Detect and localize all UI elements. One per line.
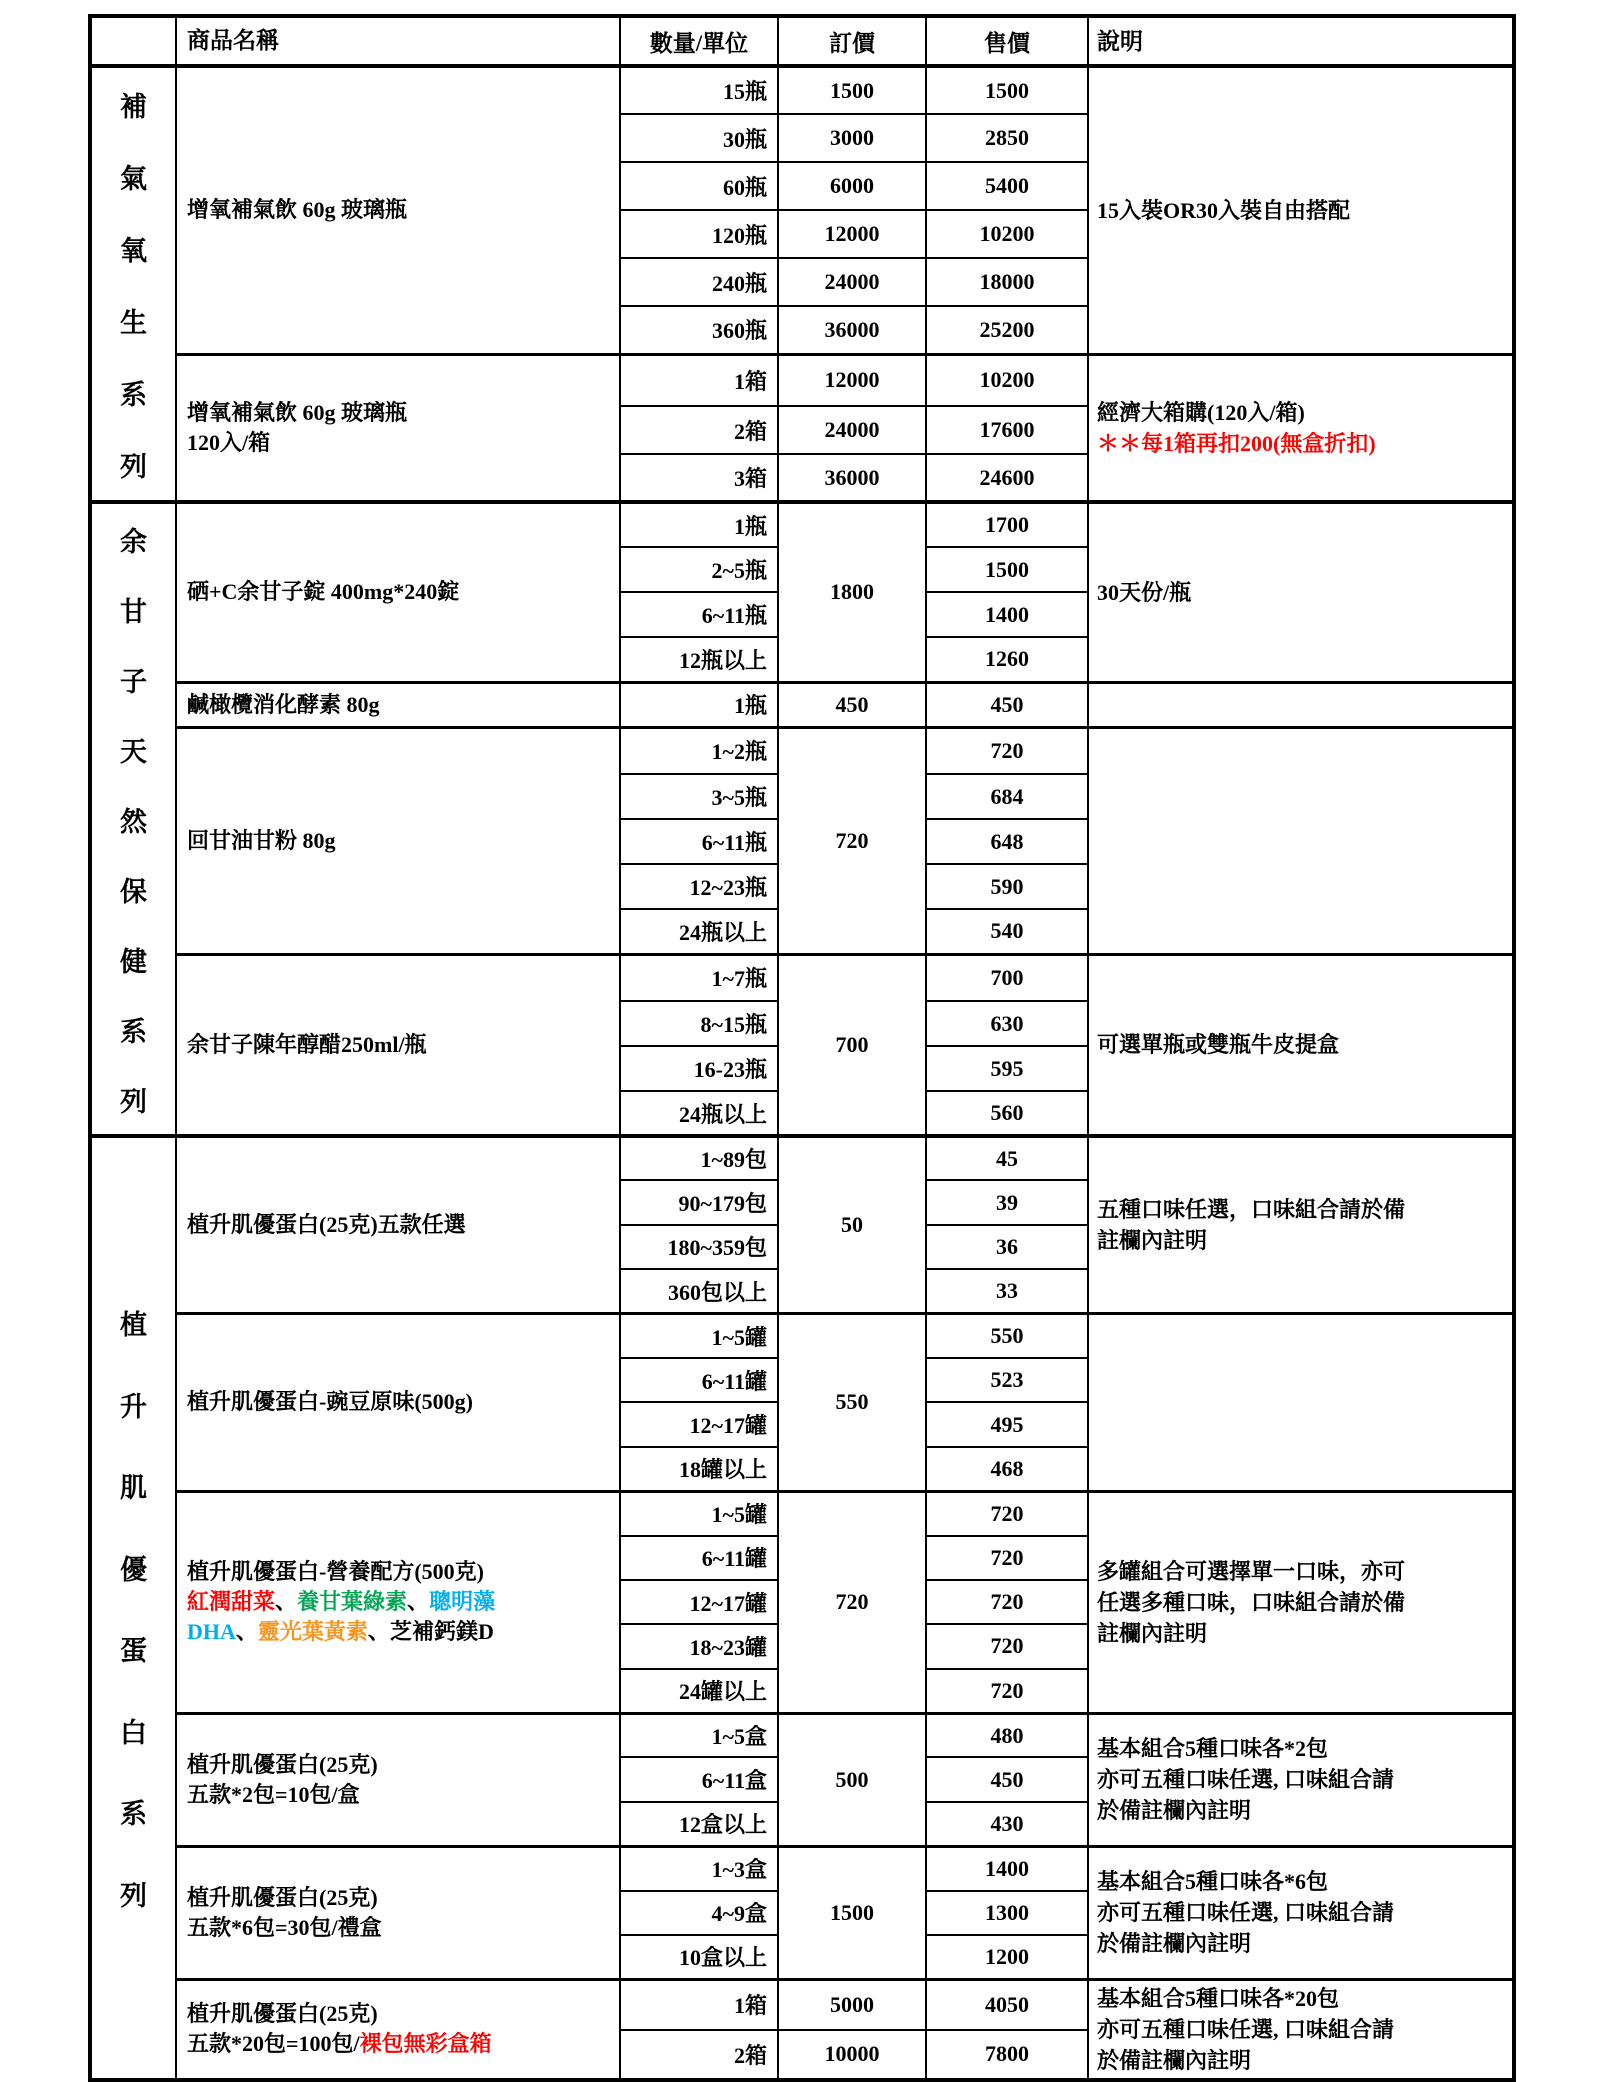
text-segment: 120入/箱: [187, 429, 271, 455]
category-vertical-label: [92, 68, 175, 500]
qty-cell: 1瓶: [620, 682, 778, 727]
note-cell: [1088, 66, 1514, 354]
table-row: [90, 502, 1514, 547]
product-name-cell: [176, 727, 620, 954]
product-name-line: [187, 1913, 619, 1943]
sale-price-cell: 560: [926, 1091, 1088, 1136]
qty-cell: 60瓶: [620, 162, 778, 210]
text-segment: 、: [235, 1619, 258, 1645]
qty-cell: 4~9盒: [620, 1891, 778, 1935]
qty-cell: 90~179包: [620, 1180, 778, 1224]
sale-price-cell: 7800: [926, 2030, 1088, 2080]
category-char: 余: [120, 526, 147, 557]
sale-price-cell: 33: [926, 1269, 1088, 1313]
category-cell: [90, 1136, 176, 2080]
product-name-cell: [176, 1979, 620, 2080]
text-segment: 註欄內註明: [1097, 1228, 1208, 1254]
qty-cell: 6~11罐: [620, 1536, 778, 1580]
text-segment: DHA: [187, 1619, 236, 1645]
text-segment: 植升肌優蛋白-營養配方(500克): [187, 1559, 484, 1585]
product-header-cell: 商品名稱: [176, 16, 620, 66]
product-name-line: [187, 1557, 619, 1587]
qty-cell: 12盒以上: [620, 1802, 778, 1846]
sale-price-cell: 1300: [926, 1891, 1088, 1935]
list-price-cell: 550: [778, 1314, 926, 1492]
text-segment: 亦可五種口味任選, 口味組合請: [1097, 1767, 1395, 1793]
sale-price-cell: 39: [926, 1180, 1088, 1224]
note-cell: [1088, 1713, 1514, 1846]
list-price-cell: 450: [778, 682, 926, 727]
qty-cell: 1~2瓶: [620, 727, 778, 774]
list-price-cell: 12000: [778, 354, 926, 406]
text-segment: ＊＊每1箱再扣200(無盒折扣): [1097, 430, 1376, 456]
price-table: [88, 14, 1516, 2082]
sale-price-cell: 684: [926, 774, 1088, 819]
note-cell: [1088, 1846, 1514, 1979]
text-segment: 靈光葉黃素: [257, 1619, 368, 1645]
qty-cell: 16-23瓶: [620, 1046, 778, 1091]
sale-price-header-cell: 售價: [926, 16, 1088, 66]
category-char: 子: [120, 666, 147, 697]
category-char: 系: [120, 1799, 147, 1830]
sale-price-cell: 24600: [926, 454, 1088, 502]
product-name-line: [187, 398, 619, 428]
note-header-cell: 說明: [1088, 16, 1514, 66]
note-cell: [1088, 354, 1514, 502]
note-cell: [1088, 1979, 1514, 2080]
table-row: [90, 66, 1514, 114]
text-segment: 亦可五種口味任選, 口味組合請: [1097, 1900, 1395, 1926]
sale-price-cell: 720: [926, 1491, 1088, 1535]
sale-price-cell: 1500: [926, 547, 1088, 592]
note-line: [1097, 1618, 1506, 1649]
note-cell: [1088, 1314, 1514, 1492]
text-segment: 余甘子陳年醇醋250ml/瓶: [187, 1031, 427, 1057]
text-segment: 植升肌優蛋白(25克)五款任選: [187, 1212, 466, 1238]
qty-cell: 6~11瓶: [620, 592, 778, 637]
sale-price-cell: 36: [926, 1225, 1088, 1269]
qty-cell: 24瓶以上: [620, 1091, 778, 1136]
product-name-cell: [176, 1491, 620, 1713]
product-name-cell: [176, 1314, 620, 1492]
note-line: [1097, 1587, 1506, 1618]
qty-cell: 240瓶: [620, 258, 778, 306]
note-line: [1097, 1795, 1506, 1826]
product-name-cell: [176, 1846, 620, 1979]
list-price-cell: 500: [778, 1713, 926, 1846]
text-segment: 植升肌優蛋白(25克): [187, 2001, 378, 2027]
note-line: [1097, 1733, 1506, 1764]
table-row: [90, 354, 1514, 406]
category-char: 列: [120, 1880, 147, 1911]
sale-price-cell: 468: [926, 1447, 1088, 1491]
sale-price-cell: 10200: [926, 354, 1088, 406]
product-name-line: [187, 690, 619, 720]
qty-cell: 1~89包: [620, 1136, 778, 1180]
qty-cell: 1~5罐: [620, 1491, 778, 1535]
sale-price-cell: 450: [926, 682, 1088, 727]
product-name-cell: [176, 682, 620, 727]
qty-cell: 3箱: [620, 454, 778, 502]
qty-cell: 2箱: [620, 406, 778, 454]
category-header-cell: [90, 16, 176, 66]
text-segment: 註欄內註明: [1097, 1620, 1208, 1646]
sale-price-cell: 430: [926, 1802, 1088, 1846]
sale-price-cell: 595: [926, 1046, 1088, 1091]
note-line: [1097, 1194, 1506, 1225]
product-name-line: [187, 1780, 619, 1810]
category-char: 補: [120, 91, 147, 122]
note-line: [1097, 1897, 1506, 1928]
product-name-line: [187, 428, 619, 458]
qty-cell: 6~11瓶: [620, 819, 778, 864]
product-name-cell: [176, 1713, 620, 1846]
qty-cell: 6~11罐: [620, 1358, 778, 1402]
category-cell: [90, 66, 176, 502]
sale-price-cell: 1200: [926, 1935, 1088, 1979]
category-char: 生: [120, 307, 147, 338]
list-price-header-cell: 訂價: [778, 16, 926, 66]
product-name-line: [187, 195, 619, 225]
sale-price-cell: 648: [926, 819, 1088, 864]
qty-cell: 2箱: [620, 2030, 778, 2080]
sale-price-cell: 630: [926, 1001, 1088, 1046]
qty-cell: 18罐以上: [620, 1447, 778, 1491]
text-segment: 經濟大箱購(120入/箱): [1097, 399, 1305, 425]
product-name-line: [187, 1030, 619, 1060]
qty-cell: 1~3盒: [620, 1846, 778, 1890]
sale-price-cell: 1700: [926, 502, 1088, 547]
text-segment: 、: [275, 1589, 298, 1615]
table-row: [90, 727, 1514, 774]
text-segment: 植升肌優蛋白-豌豆原味(500g): [187, 1389, 473, 1415]
price-sheet: [88, 14, 1516, 2082]
table-row: [90, 1979, 1514, 2029]
text-segment: 植升肌優蛋白(25克): [187, 1751, 378, 1777]
sale-price-cell: 17600: [926, 406, 1088, 454]
text-segment: 於備註欄內註明: [1097, 1931, 1252, 1957]
list-price-cell: 720: [778, 1491, 926, 1713]
category-char: 甘: [120, 596, 147, 627]
qty-cell: 6~11盒: [620, 1757, 778, 1801]
text-segment: 硒+C余甘子錠 400mg*240錠: [187, 579, 460, 605]
text-segment: 亦可五種口味任選, 口味組合請: [1097, 2016, 1395, 2042]
product-name-line: [187, 1617, 619, 1647]
product-name-cell: [176, 502, 620, 682]
text-segment: 多罐組合可選擇單一口味，亦可: [1097, 1558, 1406, 1584]
text-segment: 於備註欄內註明: [1097, 1798, 1252, 1824]
text-segment: 植升肌優蛋白(25克): [187, 1884, 378, 1910]
category-char: 保: [120, 876, 147, 907]
qty-cell: 360瓶: [620, 306, 778, 354]
text-segment: 15入裝OR30入裝自由搭配: [1097, 197, 1351, 223]
category-char: 天: [120, 736, 147, 767]
qty-cell: 1~7瓶: [620, 954, 778, 1001]
text-segment: 增氧補氣飲 60g 玻璃瓶: [187, 197, 408, 223]
text-segment: 回甘油甘粉 80g: [187, 827, 336, 853]
text-segment: 、: [407, 1589, 430, 1615]
sale-price-cell: 1400: [926, 1846, 1088, 1890]
sale-price-cell: 720: [926, 1669, 1088, 1713]
note-line: [1097, 1983, 1506, 2014]
qty-cell: 2~5瓶: [620, 547, 778, 592]
product-name-cell: [176, 66, 620, 354]
table-row: [90, 682, 1514, 727]
list-price-cell: 36000: [778, 306, 926, 354]
list-price-cell: 3000: [778, 114, 926, 162]
sale-price-cell: 1400: [926, 592, 1088, 637]
product-name-line: [187, 1999, 619, 2029]
category-char: 白: [120, 1717, 147, 1748]
sale-price-cell: 2850: [926, 114, 1088, 162]
text-segment: 芝補鈣鎂D: [389, 1619, 494, 1645]
sale-price-cell: 1500: [926, 66, 1088, 114]
qty-cell: 3~5瓶: [620, 774, 778, 819]
note-line: [1097, 1928, 1506, 1959]
note-cell: [1088, 502, 1514, 682]
product-name-line: [187, 1210, 619, 1240]
category-char: 肌: [120, 1473, 147, 1504]
category-char: 升: [120, 1391, 147, 1422]
sale-price-cell: 5400: [926, 162, 1088, 210]
text-segment: 基本組合5種口味各*6包: [1097, 1869, 1329, 1895]
sale-price-cell: 523: [926, 1358, 1088, 1402]
table-row: [90, 1846, 1514, 1890]
note-line: [1097, 1225, 1506, 1256]
note-cell: [1088, 1136, 1514, 1314]
text-segment: 五款*20包=100包/: [187, 2031, 360, 2057]
sale-price-cell: 720: [926, 727, 1088, 774]
note-cell: [1088, 727, 1514, 954]
qty-cell: 1~5盒: [620, 1713, 778, 1757]
sale-price-cell: 720: [926, 1580, 1088, 1624]
product-name-line: [187, 1587, 619, 1617]
sale-price-cell: 495: [926, 1402, 1088, 1446]
note-line: [1097, 577, 1506, 608]
category-char: 然: [120, 806, 147, 837]
text-segment: 可選單瓶或雙瓶牛皮提盒: [1097, 1032, 1340, 1058]
qty-cell: 1箱: [620, 354, 778, 406]
sale-price-cell: 450: [926, 1757, 1088, 1801]
table-row: [90, 954, 1514, 1001]
sale-price-cell: 25200: [926, 306, 1088, 354]
list-price-cell: 1500: [778, 66, 926, 114]
note-cell: [1088, 682, 1514, 727]
category-vertical-label: [92, 504, 175, 1134]
qty-cell: 180~359包: [620, 1225, 778, 1269]
product-name-line: [187, 1883, 619, 1913]
header-row: [90, 16, 1514, 66]
qty-cell: 15瓶: [620, 66, 778, 114]
list-price-cell: 36000: [778, 454, 926, 502]
qty-cell: 1箱: [620, 1979, 778, 2029]
note-line: [1097, 2014, 1506, 2045]
list-price-cell: 1800: [778, 502, 926, 682]
sale-price-cell: 18000: [926, 258, 1088, 306]
text-segment: 基本組合5種口味各*2包: [1097, 1736, 1329, 1762]
sale-price-cell: 700: [926, 954, 1088, 1001]
qty-cell: 1瓶: [620, 502, 778, 547]
qty-cell: 1~5罐: [620, 1314, 778, 1358]
text-segment: 紅潤甜菜: [187, 1589, 276, 1615]
list-price-cell: 1500: [778, 1846, 926, 1979]
qty-cell: 12~17罐: [620, 1402, 778, 1446]
qty-header-cell: 數量/單位: [620, 16, 778, 66]
list-price-cell: 700: [778, 954, 926, 1136]
qty-cell: 12~17罐: [620, 1580, 778, 1624]
text-segment: 任選多種口味，口味組合請於備: [1097, 1589, 1406, 1615]
category-char: 列: [120, 1086, 147, 1117]
note-line: [1097, 397, 1506, 428]
sale-price-cell: 540: [926, 909, 1088, 954]
text-segment: 於備註欄內註明: [1097, 2047, 1252, 2073]
product-name-cell: [176, 954, 620, 1136]
category-char: 列: [120, 451, 147, 482]
category-char: 系: [120, 1016, 147, 1047]
text-segment: 鹹橄欖消化酵素 80g: [187, 691, 380, 717]
list-price-cell: 24000: [778, 258, 926, 306]
table-row: [90, 1491, 1514, 1535]
category-char: 健: [120, 946, 147, 977]
qty-cell: 360包以上: [620, 1269, 778, 1313]
qty-cell: 12瓶以上: [620, 637, 778, 682]
price-table-body: [90, 66, 1514, 2080]
list-price-cell: 12000: [778, 210, 926, 258]
qty-cell: 10盒以上: [620, 1935, 778, 1979]
text-segment: 養甘葉綠素: [297, 1589, 408, 1615]
note-line: [1097, 2045, 1506, 2076]
sale-price-cell: 1260: [926, 637, 1088, 682]
sale-price-cell: 720: [926, 1624, 1088, 1668]
product-name-cell: [176, 354, 620, 502]
product-name-line: [187, 2029, 619, 2059]
product-name-line: [187, 1387, 619, 1417]
text-segment: 五款*6包=30包/禮盒: [187, 1914, 382, 1940]
note-line: [1097, 195, 1506, 226]
category-cell: [90, 502, 176, 1136]
sale-price-cell: 720: [926, 1536, 1088, 1580]
note-line: [1097, 1764, 1506, 1795]
qty-cell: 120瓶: [620, 210, 778, 258]
product-name-cell: [176, 1136, 620, 1314]
category-char: 氣: [120, 163, 147, 194]
product-name-line: [187, 577, 619, 607]
note-cell: [1088, 954, 1514, 1136]
note-cell: [1088, 1491, 1514, 1713]
qty-cell: 18~23罐: [620, 1624, 778, 1668]
table-row: [90, 1136, 1514, 1180]
sale-price-cell: 550: [926, 1314, 1088, 1358]
list-price-cell: 5000: [778, 1979, 926, 2029]
note-line: [1097, 428, 1506, 459]
list-price-cell: 24000: [778, 406, 926, 454]
qty-cell: 8~15瓶: [620, 1001, 778, 1046]
text-segment: 30天份/瓶: [1097, 579, 1192, 605]
list-price-cell: 10000: [778, 2030, 926, 2080]
qty-cell: 30瓶: [620, 114, 778, 162]
sale-price-cell: 10200: [926, 210, 1088, 258]
category-char: 氧: [120, 235, 147, 266]
note-line: [1097, 1556, 1506, 1587]
sale-price-cell: 4050: [926, 1979, 1088, 2029]
qty-cell: 24瓶以上: [620, 909, 778, 954]
product-name-line: [187, 1750, 619, 1780]
sale-price-cell: 45: [926, 1136, 1088, 1180]
category-vertical-label: [92, 1142, 175, 2074]
text-segment: 五種口味任選，口味組合請於備: [1097, 1197, 1406, 1223]
sale-price-cell: 590: [926, 864, 1088, 909]
text-segment: 聰明藻: [429, 1589, 496, 1615]
text-segment: 增氧補氣飲 60g 玻璃瓶: [187, 399, 408, 425]
product-name-line: [187, 826, 619, 856]
list-price-cell: 50: [778, 1136, 926, 1314]
list-price-cell: 720: [778, 727, 926, 954]
category-char: 蛋: [120, 1636, 147, 1667]
table-row: [90, 1713, 1514, 1757]
text-segment: 裸包無彩盒箱: [359, 2031, 492, 2057]
list-price-cell: 6000: [778, 162, 926, 210]
qty-cell: 12~23瓶: [620, 864, 778, 909]
qty-cell: 24罐以上: [620, 1669, 778, 1713]
text-segment: 基本組合5種口味各*20包: [1097, 1985, 1340, 2011]
category-char: 優: [120, 1554, 147, 1585]
sale-price-cell: 480: [926, 1713, 1088, 1757]
table-row: [90, 1314, 1514, 1358]
text-segment: 、: [367, 1619, 390, 1645]
note-line: [1097, 1866, 1506, 1897]
category-char: 系: [120, 379, 147, 410]
category-char: 植: [120, 1310, 147, 1341]
note-line: [1097, 1029, 1506, 1060]
text-segment: 五款*2包=10包/盒: [187, 1781, 360, 1807]
